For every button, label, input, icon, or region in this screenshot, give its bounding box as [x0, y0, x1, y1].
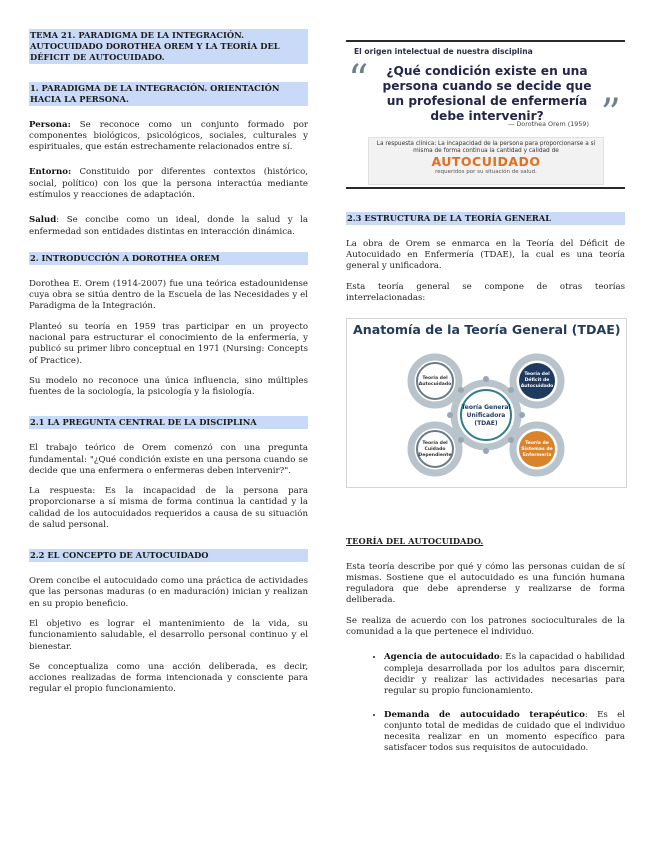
- section-1-header: 1. PARADIGMA DE LA INTEGRACIÓN. ORIENTACIÓN HACIA LA PERSONA.: [29, 82, 308, 106]
- section-2-paragraph-2: Planteó su teoría en 1959 tras participar en un proyecto nacional para estructurar el conocimiento de la enfermería, y publicó su primer libro conceptual en 1971 (Nursing: Concepts of Practice).: [29, 321, 308, 366]
- bullet-1-term: Agencia de autocuidado: [384, 652, 500, 663]
- section-2-header: 2. INTRODUCCIÓN A DOROTHEA OREM: [29, 252, 308, 265]
- section-2-1-paragraph-1: El trabajo teórico de Orem comenzó con una pregunta fundamental: "¿Qué condición existe en una persona cuando se decide que una enfermera o enfermeras deben intervenir?".: [29, 443, 308, 476]
- section-2-3-paragraph-2: Esta teoría general se compone de otras teorías interrelacionadas:: [346, 281, 625, 303]
- quote-highlight: AUTOCUIDADO: [431, 154, 541, 170]
- section-2-1-header: 2.1 LA PREGUNTA CENTRAL DE LA DISCIPLINA: [29, 416, 308, 429]
- section-2-1-paragraph-2: La respuesta: Es la incapacidad de la persona para proporcionarse a sí misma de forma continua la cantidad y la calidad de los autocuidados requeridos a causa de su situación de salud personal.: [29, 486, 308, 531]
- close-quote-icon: ”: [600, 91, 621, 137]
- section-2-paragraph-1: Dorothea E. Orem (1914-2007) fue una teórica estadounidense cuya obra se sitúa dentro de la Escuela de las Necesidades y el Paradigma de la Integración.: [29, 278, 308, 312]
- salud-text: : Se concibe como un ideal, donde la salud y la enfermedad son entidades distintas en interacción dinámica.: [29, 215, 308, 237]
- document-title: TEMA 21. PARADIGMA DE LA INTEGRACIÓN. AUTOCUIDADO DOROTHEA OREM Y LA TEORÍA DEL DÉFICIT DE AUTOCUIDADO.: [29, 29, 308, 64]
- quote-question: ¿Qué condición existe en una persona cuando se decide que un profesional de enfermería debe intervenir?: [382, 64, 592, 123]
- teoria-autocuidado-header: TEORÍA DEL AUTOCUIDADO.: [346, 536, 484, 547]
- bullet-1-text: : Es la capacidad o habilidad compleja desarrollada por los adultos para discernir, decidir y realizar las actividades necesarias para regular su propio funcionamiento.: [384, 652, 625, 697]
- section-2-3-paragraph-1: La obra de Orem se enmarca en la Teoría del Déficit de Autocuidado en Enfermería (TDAE), la cual es una teoría general y unificadora.: [346, 238, 625, 272]
- tr-label-1: Teoría del: [524, 372, 550, 378]
- section-2-2-paragraph-2: El objetivo es lograr el mantenimiento de la vida, su funcionamiento saludable, el desarrollo personal continuo y el bienestar.: [29, 619, 308, 652]
- bullet-2-term: Demanda de autocuidado terapéutico: [384, 709, 585, 720]
- salud-paragraph: [29, 215, 308, 238]
- list-item: [384, 652, 625, 697]
- quote-answer: La respuesta clínica: La incapacidad de la persona para proporcionarse a sí misma de forma continua la cantidad y calidad de: [376, 141, 596, 155]
- tl-label-2: Autocuidado: [418, 382, 452, 388]
- left-column: [29, 29, 308, 696]
- bl-label-1: Teoría del: [422, 441, 448, 447]
- persona-text: Se reconoce como un conjunto formado por componentes biológicos, psicológicos, sociales, culturales y espirituales, que están estrechamente relacionados entre sí.: [29, 119, 308, 153]
- diagram-title: Anatomía de la Teoría General (TDAE): [353, 322, 621, 338]
- entorno-text: Constituido por diferentes contextos (histórico, social, político) con los que la persona interactúa mediante estímulos y reacciones de adaptación.: [29, 167, 308, 201]
- tl-label-1: Teoría del: [422, 376, 448, 382]
- bullet-2-text: : Es el conjunto total de medidas de cuidado que el individuo necesita realizar en un momento específico para satisfacer todos sus requisitos de autocuidado.: [384, 709, 625, 754]
- entorno-term: Entorno:: [29, 167, 72, 178]
- br-label-3: Enfermería: [522, 453, 552, 459]
- open-quote-icon: “: [348, 57, 369, 103]
- quote-footer: requeridos por su situación de salud.: [435, 169, 537, 176]
- persona-paragraph: [29, 120, 308, 154]
- teoria-paragraph-1: Esta teoría describe por qué y cómo las personas cuidan de sí mismas. Sostiene que el autocuidado es una función humana reguladora que debe aprenderse y realizarse de forma deliberada.: [346, 561, 625, 606]
- center-label-2: Unificadora: [466, 412, 506, 420]
- diagram-graphic: [347, 319, 626, 487]
- persona-term: Persona:: [29, 119, 71, 130]
- tdae-diagram: [346, 318, 627, 488]
- quote-author: — Dorothea Orem (1959): [507, 120, 589, 128]
- br-label-1: Teoría de: [525, 441, 549, 447]
- node-autocuidado: [417, 363, 453, 399]
- quote-heading: El origen intelectual de nuestra disciplina: [354, 47, 533, 56]
- autocuidado-bullet-list: [346, 652, 625, 754]
- right-column: [346, 40, 625, 767]
- br-label-2: Sistemas de: [521, 447, 553, 453]
- tr-label-2: Déficit de: [524, 378, 550, 384]
- bl-label-3: Dependiente: [418, 453, 452, 459]
- quote-answer-box: [368, 137, 604, 185]
- salud-term: Salud: [29, 215, 57, 226]
- bl-label-2: Cuidado: [424, 447, 446, 453]
- entorno-paragraph: [29, 167, 308, 201]
- tr-label-3: Autocuidado: [520, 384, 554, 390]
- list-item: [384, 710, 625, 755]
- section-2-2-paragraph-3: Se conceptualiza como una acción deliberada, es decir, acciones realizadas de forma intencionada y consciente para regular el propio funcionamiento.: [29, 661, 308, 695]
- section-2-2-paragraph-1: Orem concibe el autocuidado como una práctica de actividades que las personas maduras (o en maduración) inician y realizan en su propio beneficio.: [29, 576, 308, 609]
- center-label-1: Teoría General: [461, 404, 511, 412]
- section-2-paragraph-3: Su modelo no reconoce una única influencia, sino múltiples fuentes de la sociología, la psicología y la fisiología.: [29, 375, 308, 398]
- orem-quote-image: [346, 40, 625, 189]
- center-label-3: (TDAE): [474, 420, 498, 428]
- section-2-2-header: 2.2 EL CONCEPTO DE AUTOCUIDADO: [29, 549, 308, 562]
- teoria-paragraph-2: Se realiza de acuerdo con los patrones socioculturales de la comunidad a la que pertenece el individuo.: [346, 615, 625, 638]
- section-2-3-header: 2.3 ESTRUCTURA DE LA TEORÍA GENERAL: [346, 212, 625, 225]
